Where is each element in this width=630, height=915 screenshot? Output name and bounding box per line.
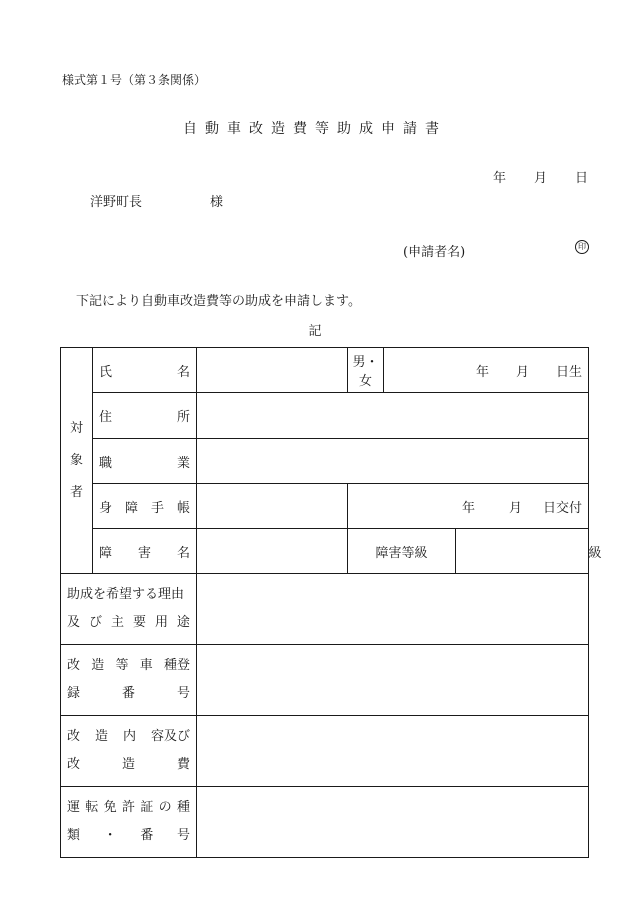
label-content xyxy=(61,716,197,787)
row-content xyxy=(61,716,589,787)
category-char-3: 者 xyxy=(69,484,83,500)
issue-day: 日交付 xyxy=(543,500,583,516)
label-disability xyxy=(93,529,197,574)
label-char: 運 xyxy=(67,800,81,815)
category-char-2: 象 xyxy=(69,452,83,468)
label-char: 等 xyxy=(115,658,129,673)
birthdate-cell[interactable] xyxy=(384,348,589,393)
label-char: 用 xyxy=(154,615,168,630)
label-grade xyxy=(348,529,456,574)
label-char: 主 xyxy=(110,615,124,630)
row-reason xyxy=(61,574,589,645)
gender-cell[interactable] xyxy=(348,348,384,393)
label-char: 類 xyxy=(67,828,81,843)
label-char: び xyxy=(88,615,102,630)
label-char: 名 xyxy=(176,545,190,561)
label-char: 要 xyxy=(132,615,146,630)
label-char: 費 xyxy=(176,757,190,772)
row-vehicle xyxy=(61,645,589,716)
grade-unit: 級 xyxy=(588,545,602,561)
label-char: 内 xyxy=(122,729,136,744)
label-char: 氏 xyxy=(99,364,113,380)
label-char: 容及び xyxy=(150,729,190,744)
label-char: 種 xyxy=(176,800,190,815)
issue-year: 年 xyxy=(462,500,476,516)
label-reason xyxy=(61,574,197,645)
applicant-label: (申請者名) xyxy=(403,245,466,260)
label-char: 号 xyxy=(176,828,190,843)
row-address xyxy=(61,393,589,439)
label-char: 号 xyxy=(176,686,190,701)
category-char-1: 対 xyxy=(69,420,83,436)
label-char: 改 xyxy=(67,757,81,772)
label-char: 障 xyxy=(99,545,113,561)
addressee: 洋野町長 xyxy=(90,195,143,210)
date-month: 月 xyxy=(533,171,547,186)
content-input-cell[interactable] xyxy=(197,716,589,787)
birth-month: 月 xyxy=(516,364,530,380)
label-char: 転 xyxy=(85,800,99,815)
label-char: 及 xyxy=(67,615,81,630)
label-char: 造 xyxy=(121,757,135,772)
label-vehicle xyxy=(61,645,197,716)
grade-label: 障害等級 xyxy=(375,545,428,561)
form-number: 様式第１号（第３条関係） xyxy=(62,73,207,87)
handbook-issue-date-cell[interactable] xyxy=(348,484,589,529)
label-char: 許 xyxy=(121,800,135,815)
label-name xyxy=(93,348,197,393)
date-year: 年 xyxy=(493,171,507,186)
label-char: 改 xyxy=(67,729,81,744)
label-char: 害 xyxy=(137,545,151,561)
label-char: 住 xyxy=(99,410,113,425)
label-char: の xyxy=(158,800,172,815)
label-char: 証 xyxy=(140,800,154,815)
grade-input-cell[interactable] xyxy=(456,529,589,574)
address-input-cell[interactable] xyxy=(197,393,589,439)
birth-year: 年 xyxy=(476,364,490,380)
application-form-table xyxy=(60,347,602,858)
label-char: 車 xyxy=(139,658,153,673)
label-char: 障 xyxy=(124,500,138,516)
intro-text: 下記により自動車改造費等の助成を申請します。 xyxy=(76,294,361,309)
row-handbook xyxy=(61,484,589,529)
label-char: 録 xyxy=(67,686,81,701)
label-char: 業 xyxy=(176,455,190,471)
label-char: ・ xyxy=(103,828,117,843)
handbook-number-cell[interactable] xyxy=(197,484,348,529)
date-line xyxy=(493,167,588,186)
label-char: 職 xyxy=(99,455,113,471)
seal-mark: 印 xyxy=(575,240,589,254)
ki-heading: 記 xyxy=(308,324,322,339)
label-char: 名 xyxy=(176,364,190,380)
category-target-person xyxy=(61,348,93,574)
label-text: 助成を希望する理由 xyxy=(67,587,185,602)
row-license xyxy=(61,787,589,858)
issue-month: 月 xyxy=(509,500,523,516)
label-occupation xyxy=(93,439,197,484)
name-input-cell[interactable] xyxy=(197,348,348,393)
document-title: 自動車改造費等助成申請書 xyxy=(183,121,447,137)
label-char: 番 xyxy=(121,686,135,701)
disability-name-cell[interactable] xyxy=(197,529,348,574)
honorific: 様 xyxy=(210,195,224,210)
label-char: 帳 xyxy=(176,500,190,516)
date-day: 日 xyxy=(574,171,588,186)
label-char: 途 xyxy=(176,615,190,630)
label-char: 免 xyxy=(103,800,117,815)
birth-day: 日生 xyxy=(556,364,583,380)
label-char: 造 xyxy=(94,729,108,744)
gender-label: 男・女 xyxy=(352,355,379,389)
label-char: 所 xyxy=(176,410,190,425)
label-license xyxy=(61,787,197,858)
label-char: 改 xyxy=(67,658,81,673)
row-disability xyxy=(61,529,589,574)
label-char: 身 xyxy=(99,500,113,516)
label-char: 造 xyxy=(91,658,105,673)
label-handbook xyxy=(93,484,197,529)
label-char: 番 xyxy=(140,828,154,843)
row-occupation xyxy=(61,439,589,484)
row-name xyxy=(61,348,589,393)
occupation-input-cell[interactable] xyxy=(197,439,589,484)
reason-input-cell[interactable] xyxy=(197,574,589,645)
label-address xyxy=(93,393,197,439)
label-char: 種登 xyxy=(163,658,190,673)
label-char: 手 xyxy=(150,500,164,516)
vehicle-input-cell[interactable] xyxy=(197,645,589,716)
license-input-cell[interactable] xyxy=(197,787,589,858)
